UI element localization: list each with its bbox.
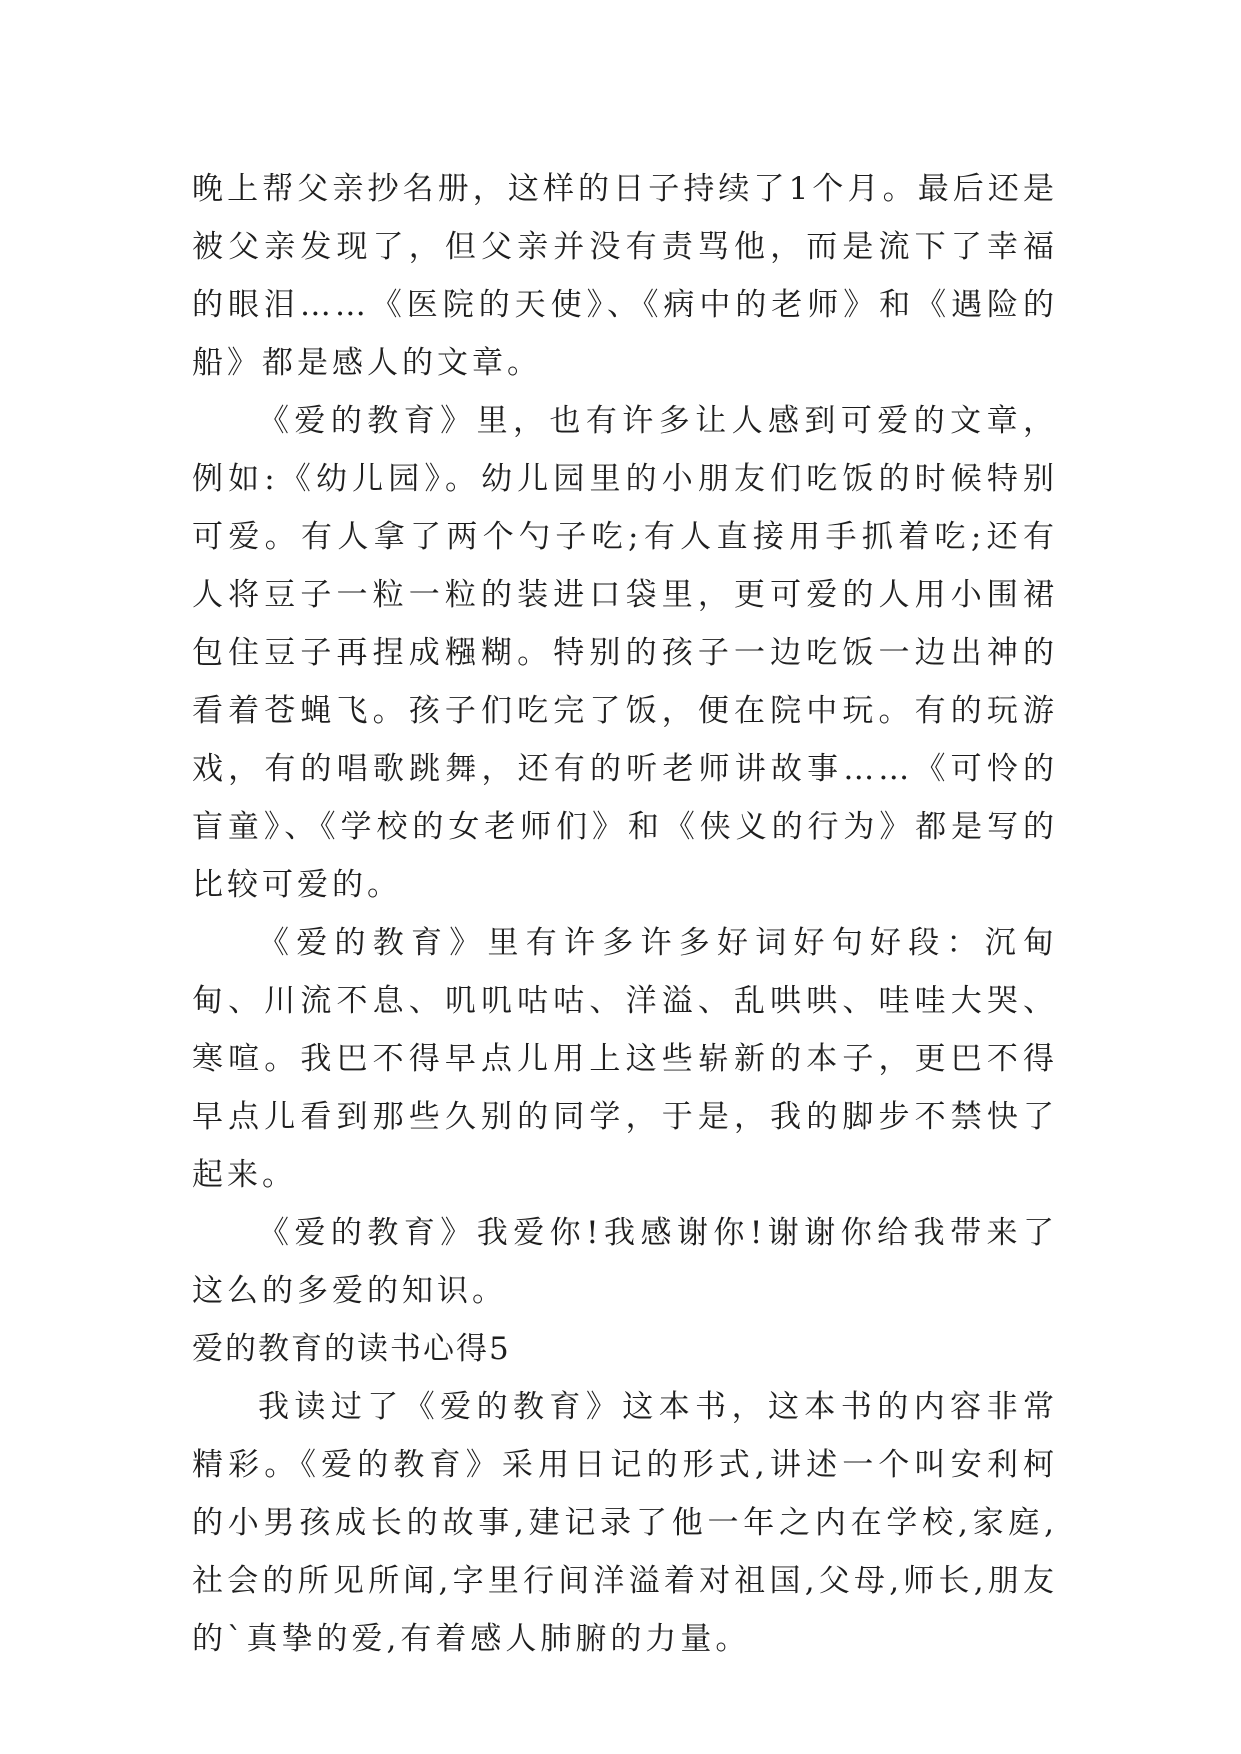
section-title: 爱的教育的读书心得5 bbox=[192, 1331, 511, 1367]
paragraph-section-intro: 我读过了《爱的教育》这本书，这本书的内容非常精彩。《爱的教育》采用日记的形式,讲述一个叫安利柯的小男孩成长的故事,建记录了他一年之内在学校,家庭,社会的所见所闻,字里行间洋溢着对祖国,父母,师长,朋友的`真挚的爱,有着感人肺腑的力量。 bbox=[192, 1389, 1058, 1657]
paragraph-good-words: 《爱的教育》里有许多许多好词好句好段：沉甸甸、川流不息、叽叽咕咕、洋溢、乱哄哄、哇哇大哭、寒喧。我巴不得早点儿用上这些崭新的本子，更巴不得早点儿看到那些久别的同学，于是，我的脚步不禁快了起来。 bbox=[192, 925, 1058, 1193]
paragraph-continued: 晚上帮父亲抄名册，这样的日子持续了1个月。最后还是被父亲发现了，但父亲并没有责骂他，而是流下了幸福的眼泪……《医院的天使》、《病中的老师》和《遇险的船》都是感人的文章。 bbox=[192, 171, 1058, 381]
document-page bbox=[192, 160, 1058, 1668]
paragraph-cute-articles: 《爱的教育》里，也有许多让人感到可爱的文章，例如:《幼儿园》。幼儿园里的小朋友们吃饭的时候特别可爱。有人拿了两个勺子吃;有人直接用手抓着吃;还有人将豆子一粒一粒的装进口袋里，更可爱的人用小围裙包住豆子再捏成糨糊。特别的孩子一边吃饭一边出神的看着苍蝇飞。孩子们吃完了饭，便在院中玩。有的玩游戏，有的唱歌跳舞，还有的听老师讲故事……《可怜的盲童》、《学校的女老师们》和《侠义的行为》都是写的比较可爱的。 bbox=[192, 403, 1058, 903]
paragraph-thanks: 《爱的教育》我爱你!我感谢你!谢谢你给我带来了这么的多爱的知识。 bbox=[192, 1215, 1058, 1309]
